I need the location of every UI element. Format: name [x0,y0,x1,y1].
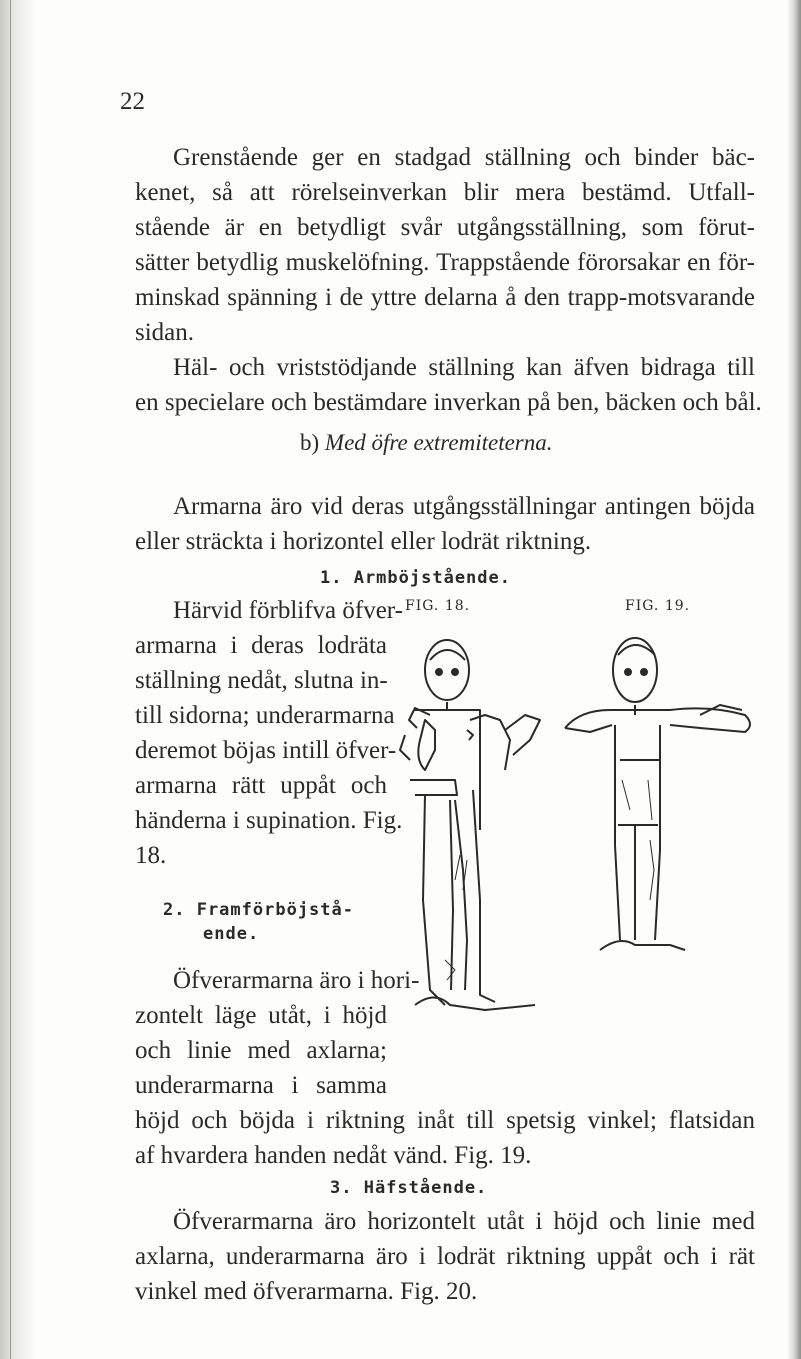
text-line: underarmarna i samma [135,1072,387,1099]
right-leg-outer [473,790,495,1002]
text-line: höjd och böjda i riktning inåt till spetsig vinkel; flatsidan [135,1107,755,1134]
text-line: af hvardera handen nedåt vänd. Fig. 19. [135,1142,532,1169]
right-leg-inner [455,800,467,990]
head-shape [425,640,469,700]
body-left [615,725,620,940]
figure-18-illustration [385,610,585,1020]
arms-horizontal [565,708,750,732]
text-line: axlarna, underarmarna äro i lodrät riktning uppåt och i rät [135,1243,755,1270]
section-heading-line: 2. Framförböjstå- [163,900,354,920]
section-heading-3: 3. Häfstående. [330,1178,488,1198]
button [467,730,473,740]
text-line: Härvid förblifva öfver- [173,597,403,624]
figure-18-label: FIG. 18. [405,598,471,614]
text-line: Öfverarmarna äro i hori- [173,967,420,994]
text-line: armarna rätt uppåt och [135,772,387,799]
paragraph-5 [135,963,420,1103]
feet [415,998,535,1011]
left-forearm [400,735,410,760]
text-line: och linie med axlarna; [135,1037,387,1064]
subheading-b [300,430,553,456]
text-line: Öfverarmarna äro horizontelt utåt i höjd och linie med [173,1208,755,1235]
page-left-edge [0,0,36,1359]
paragraph-6 [135,1204,755,1309]
left-upper-arm [418,720,435,770]
body-right [655,725,660,940]
figure-19-label: FIG. 19. [625,598,691,614]
left-forearm [565,725,612,732]
page-number: 22 [120,88,145,115]
knee-shading [650,840,654,900]
text-line: Armarna äro vid deras utgångsställningar antingen böjda [173,493,755,520]
hair-line [430,650,465,660]
section-heading-line: ende. [203,924,260,944]
text-line: zontelt läge utåt, i höjd [135,1002,387,1029]
fold-lines [622,780,652,820]
eye-left [436,669,442,675]
text-line: armarna i deras lodräta [135,632,387,659]
page-right-edge [787,0,801,1359]
right-upper-arm [470,715,510,770]
text-line: kenet, så att rörelseinverkan blir mera bestämd. Utfall- [135,179,755,206]
paragraph-4 [135,593,403,873]
text-line: sätter betydlig muskelöfning. Trappstående förorsakar en för- [135,249,755,276]
eye-right [641,669,647,675]
text-line: sidan. [135,319,195,346]
text-line: stående är en betydligt svår utgångsställning, som förut- [135,214,755,241]
text-line: minskad spänning i de yttre delarna å den trapp-motsvarande [135,284,755,311]
right-hand [505,715,540,755]
belt [410,780,457,795]
section-heading-1: 1. Armböjstående. [320,568,511,588]
paragraph-2 [135,350,762,420]
text-line: händerna i supination. Fig. [135,807,403,834]
paragraph-3 [135,489,755,559]
head-shape [613,638,657,702]
feet [600,941,685,950]
text-line: eller sträckta i horizontel eller lodrät riktning. [135,528,592,555]
text-line: deremot böjas intill öfver- [135,737,397,764]
subheading-prefix: b) [300,430,320,455]
text-line: Häl- och vriststödjande ställning kan äfven bidraga till [173,354,755,381]
section-heading-2 [135,898,385,946]
paragraph-5-continued [135,1103,755,1173]
text-line: ställning nedåt, slutna in- [135,667,388,694]
text-line: 18. [135,842,167,869]
paragraph-1 [135,140,755,350]
left-leg-inner [450,800,453,990]
eye-left [625,669,631,675]
figure-19-illustration [560,610,780,980]
eye-right [452,669,458,675]
text-line: Grenstående ger en stadgad ställning och binder bäc- [173,144,755,171]
subheading-title: Med öfre extremiteterna. [324,430,553,455]
text-line: vinkel med öfverarmarna. Fig. 20. [135,1278,478,1305]
left-leg-outer [423,795,445,1005]
text-line: till sidorna; underarmarna [135,702,395,729]
knee-shading [445,960,455,980]
text-line: en specielare och bestämdare inverkan på ben, bäcken och bål. [135,389,762,416]
